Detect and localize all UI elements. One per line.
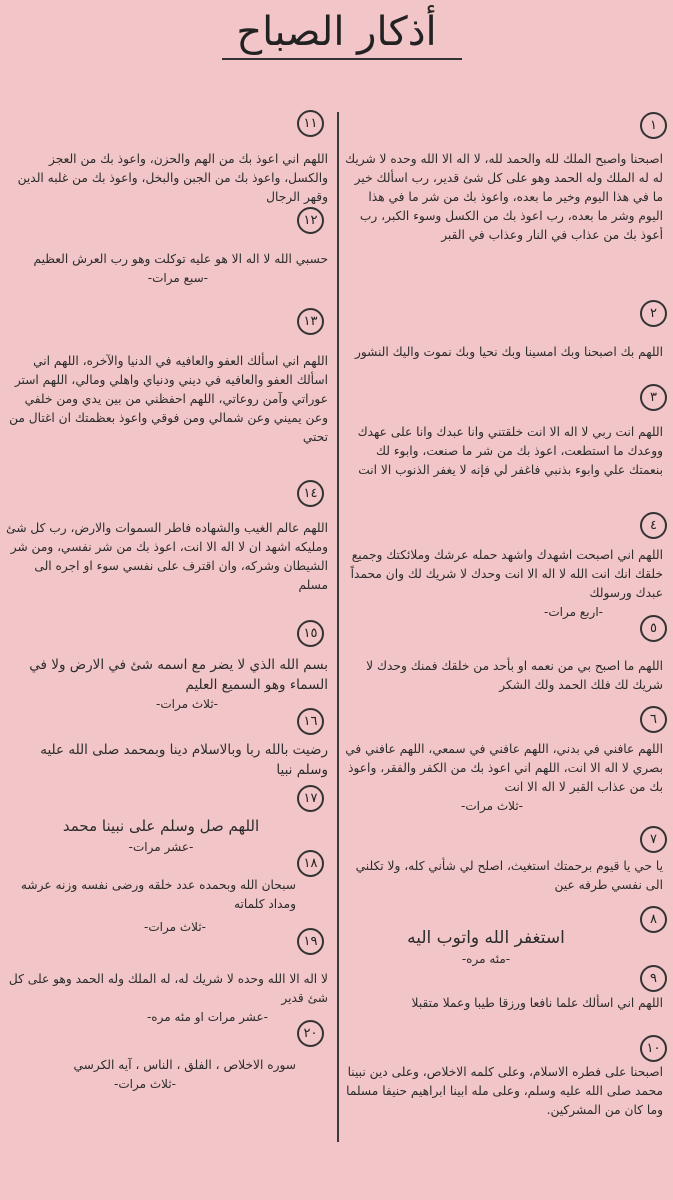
dhikr-text: اللهم اني اعوذ بك من الهم والحزن، واعوذ بك من العجز والكسل، واعوذ بك من الجبن والبخل، واعوذ بك من غلبه الدين وقهر الرجال bbox=[17, 152, 328, 204]
item-number-badge: ١٩ bbox=[297, 928, 324, 955]
repeat-count: -ثلاث مرات- bbox=[461, 799, 523, 813]
item-number-badge: ١١ bbox=[297, 110, 324, 137]
dhikr-text: يا حي يا قيوم برحمتك استغيث، اصلح لي شأني كله، ولا تكلني الى نفسي طرفه عين bbox=[355, 859, 663, 892]
item-number-badge: ٢ bbox=[640, 300, 667, 327]
repeat-count: -اربع مرات- bbox=[543, 605, 603, 619]
item-number-badge: ١٤ bbox=[297, 480, 324, 507]
title-underline bbox=[222, 58, 462, 60]
dhikr-item-15 bbox=[6, 655, 328, 713]
column-divider bbox=[337, 112, 339, 1142]
item-number-badge: ٣ bbox=[640, 384, 667, 411]
item-number-badge: ١٥ bbox=[297, 620, 324, 647]
dhikr-text: اللهم صل وسلم على نبينا محمد bbox=[62, 817, 260, 835]
item-number-badge: ٥ bbox=[640, 615, 667, 642]
dhikr-item-10 bbox=[345, 1063, 663, 1120]
dhikr-text: سوره الاخلاص ، الفلق ، الناس ، آيه الكرسي bbox=[73, 1058, 296, 1072]
dhikr-item-19 bbox=[6, 970, 328, 1026]
item-number-badge: ٩ bbox=[640, 965, 667, 992]
dhikr-item-20 bbox=[6, 1056, 296, 1093]
dhikr-item-8 bbox=[345, 926, 627, 968]
repeat-count: -سبع مرات- bbox=[147, 271, 208, 285]
item-number-badge: ١٦ bbox=[297, 708, 324, 735]
dhikr-text: بسم الله الذي لا يضر مع اسمه شئ في الارض ولا في السماء وهو السميع العليم bbox=[29, 657, 328, 693]
item-number-badge: ٧ bbox=[640, 826, 667, 853]
dhikr-item-5 bbox=[345, 657, 663, 695]
dhikr-text: اللهم اني اسألك علما نافعا ورزقا طيبا وعملا متقبلا bbox=[411, 996, 663, 1010]
item-number-badge: ٢٠ bbox=[297, 1020, 324, 1047]
repeat-count: -ثلاث مرات- bbox=[156, 697, 218, 711]
dhikr-text: اصبحنا على فطره الاسلام، وعلى كلمه الاخلاص، وعلى دين نبينا محمد صلى الله عليه وسلم، وعلى مله ابينا ابراهيم حنيفا مسلما وما كان من المشركين. bbox=[346, 1065, 663, 1117]
dhikr-item-12 bbox=[6, 250, 328, 287]
dhikr-item-7 bbox=[345, 857, 663, 895]
dhikr-item-13 bbox=[6, 352, 328, 447]
dhikr-item-9 bbox=[345, 994, 663, 1013]
dhikr-item-17 bbox=[6, 814, 316, 856]
dhikr-item-3 bbox=[345, 423, 663, 480]
dhikr-text: اللهم انت ربي لا اله الا انت خلقتني وانا عبدك وانا على عهدك ووعدك ما استطعت، اعوذ بك من شر ما صنعت، وابوء لك بنعمتك علي وابوء بذنبي فاغفر لي فإنه لا يغفر الذنوب الا انت bbox=[357, 425, 663, 477]
dhikr-text: لا اله الا الله وحده لا شريك له، له الملك وله الحمد وهو على كل شئ قدير bbox=[8, 972, 328, 1005]
dhikr-text: اللهم ما اصبح بي من نعمه او بأحد من خلقك فمنك وحدك لا شريك لك فلك الحمد ولك الشكر bbox=[366, 659, 663, 692]
dhikr-item-14 bbox=[6, 519, 328, 595]
item-number-badge: ٦ bbox=[640, 706, 667, 733]
dhikr-item-4 bbox=[345, 546, 663, 621]
dhikr-text: حسبي الله لا اله الا هو عليه توكلت وهو رب العرش العظيم bbox=[33, 252, 328, 266]
item-number-badge: ١٧ bbox=[297, 785, 324, 812]
item-number-badge: ١٠ bbox=[640, 1035, 667, 1062]
repeat-count: -مئه مره- bbox=[461, 952, 511, 966]
item-number-badge: ٤ bbox=[640, 512, 667, 539]
item-number-badge: ١ bbox=[640, 112, 667, 139]
item-number-badge: ١٢ bbox=[297, 207, 324, 234]
dhikr-item-2 bbox=[345, 343, 663, 362]
dhikr-text: سبحان الله وبحمده عدد خلقه ورضى نفسه وزنه عرشه ومداد كلماته bbox=[20, 878, 296, 911]
item-number-badge: ١٨ bbox=[297, 850, 324, 877]
dhikr-text: استغفر الله واتوب اليه bbox=[407, 928, 565, 948]
page-title: أذكار الصباح bbox=[236, 9, 437, 55]
repeat-count: -ثلاث مرات- bbox=[114, 1077, 176, 1091]
repeat-count: -ثلاث مرات- bbox=[144, 920, 206, 934]
repeat-count: -عشر مرات- bbox=[128, 840, 194, 854]
repeat-count: -عشر مرات او مئه مره- bbox=[146, 1010, 268, 1024]
dhikr-item-11 bbox=[6, 150, 328, 207]
item-number-badge: ٨ bbox=[640, 906, 667, 933]
dhikr-item-1 bbox=[345, 150, 663, 245]
dhikr-text: اللهم بك اصبحنا وبك امسينا وبك نحيا وبك نموت واليك النشور bbox=[354, 345, 663, 359]
dhikr-text: رضيت بالله ربا وبالاسلام دينا وبمحمد صلى الله عليه وسلم نبيا bbox=[40, 742, 328, 778]
dhikr-text: اصبحنا واصبح الملك لله والحمد لله، لا اله الا الله وحده لا شريك له له الملك وله الحمد وهو على كل شئ قدير، رب اسألك خير ما في هذا اليوم وخير ما بعده، واعوذ بك من شر ما في هذا اليوم وشر ما بعده، رب اعوذ بك من الكسل وسوء الكبر، رب أعوذ بك من عذاب في النار وعذاب في القبر bbox=[345, 152, 663, 242]
dhikr-item-18 bbox=[6, 876, 296, 936]
dhikr-item-16 bbox=[6, 740, 328, 780]
dhikr-item-6 bbox=[345, 740, 663, 815]
dhikr-text: اللهم اني اسألك العفو والعافيه في الدنيا والآخره، اللهم اني اسألك العفو والعافيه في ديني ودنياي واهلي ومالي، اللهم استر عوراتي وآمن روعاتي، اللهم احفظني من بين يدي ومن خلفي وعن يميني وعن شمالي ومن فوقي واعوذ بعظمتك ان اغتال من تحتي bbox=[9, 354, 328, 444]
item-number-badge: ١٣ bbox=[297, 308, 324, 335]
dhikr-text: اللهم عالم الغيب والشهاده فاطر السموات والارض، رب كل شئ ومليكه اشهد ان لا اله الا انت، اعوذ بك من شر نفسي، ومن شر الشيطان وشركه، وان اقترف على نفسي سوء او اجره الى مسلم bbox=[6, 521, 328, 592]
dhikr-text: اللهم عافني في بدني، اللهم عافني في سمعي، اللهم عافني في بصري لا اله الا انت، اللهم اني اعوذ بك من الكفر والفقر، واعوذ بك من عذاب القبر لا اله الا انت bbox=[345, 742, 663, 794]
dhikr-text: اللهم اني اصبحت اشهدك واشهد حمله عرشك وملائكتك وجميع خلقك انك انت الله لا اله الا انت وحدك لا شريك لك وان محمداً عبدك ورسولك bbox=[350, 548, 663, 600]
